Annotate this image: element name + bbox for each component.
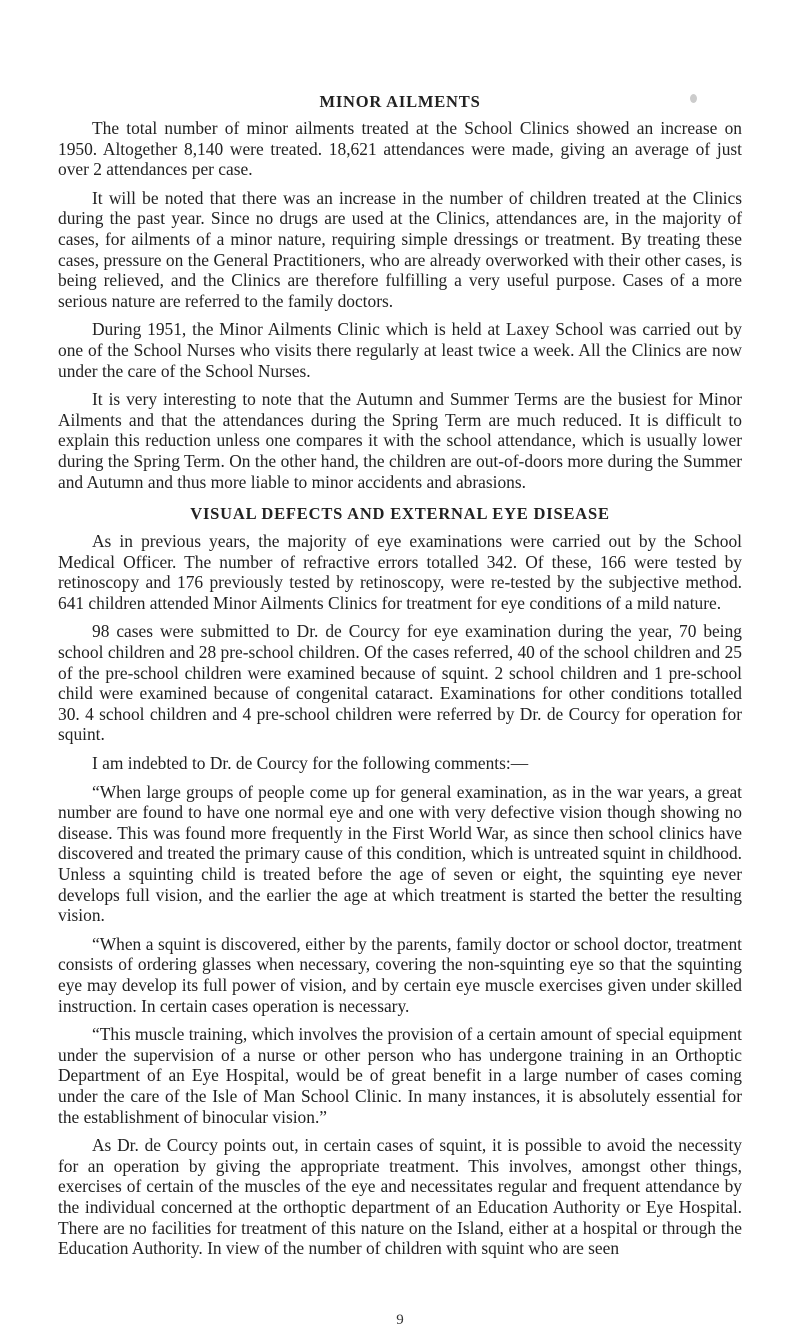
paragraph: “This muscle training, which involves the provision of a certain amount of special equipment under the supervision of a nurse or other person who has undergone training in an Orthoptic Department of an Eye Hospital, would be of great benefit in a large number of cases coming under the care of the Isle of Man School Clinic. In many instances, it is absolutely essential for the establishment of binocular vision.” — [58, 1024, 742, 1127]
paragraph: As Dr. de Courcy points out, in certain cases of squint, it is possible to avoid the necessity for an operation by giving the appropriate treatment. This involves, amongst other things, exercises of certain of the muscles of the eye and necessitates regular and frequent attendance by the individual concerned at the orthoptic department of an Education Authority or Eye Hospital. There are no facilities for treatment of this nature on the Island, either at a hospital or through the Education Authority. In view of the number of children with squint who are seen — [58, 1135, 742, 1259]
paragraph: “When large groups of people come up for general examination, as in the war years, a great number are found to have one normal eye and one with very defective vision though showing no disease. This was found more frequently in the First World War, as since then school clinics have discovered and treated the primary cause of this condition, which is untreated squint in childhood. Unless a squinting child is treated before the age of seven or eight, the squinting eye never develops full vision, and the earlier the age at which treatment is started the better the resulting vision. — [58, 781, 742, 926]
paragraph: The total number of minor ailments treated at the School Clinics showed an increase on 1950. Altogether 8,140 were treated. 18,621 attendances were made, giving an average of just over 2 attendances per case. — [58, 118, 742, 180]
section-heading-visual-defects: VISUAL DEFECTS AND EXTERNAL EYE DISEASE — [190, 504, 610, 524]
paragraph: I am indebted to Dr. de Courcy for the following comments:— — [92, 753, 529, 774]
paragraph: During 1951, the Minor Ailments Clinic which is held at Laxey School was carried out by one of the School Nurses who visits there regularly at least twice a week. All the Clinics are now under the care of the School Nurses. — [58, 319, 742, 381]
page-number: 9 — [396, 1312, 404, 1328]
paragraph: As in previous years, the majority of eye examinations were carried out by the School Medical Officer. The number of refractive errors totalled 342. Of these, 166 were tested by retinoscopy and 176 previously tested by retinoscopy, were re-tested by the subjective method. 641 children attended Minor Ailments Clinics for treatment for eye conditions of a mild nature. — [58, 531, 742, 613]
paragraph: It will be noted that there was an increase in the number of children treated at the Clinics during the past year. Since no drugs are used at the Clinics, attendances are, in the majority of cases, for ailments of a minor nature, requiring simple dressings or treatment. By treating these cases, pressure on the General Practitioners, who are already overworked with their other cases, is being relieved, and the Clinics are therefore fulfilling a very useful purpose. Cases of a more serious nature are referred to the family doctors. — [58, 187, 742, 311]
section-heading-minor-ailments: MINOR AILMENTS — [319, 92, 481, 111]
document-page — [58, 92, 742, 1267]
paragraph: It is very interesting to note that the Autumn and Summer Terms are the busiest for Minor Ailments and that the attendances during the Spring Term are much reduced. It is difficult to explain this reduction unless one compares it with the school attendance, which is usually lower during the Spring Term. On the other hand, the children are out-of-doors more during the Summer and Autumn and thus more liable to minor accidents and abrasions. — [58, 389, 742, 492]
paragraph: “When a squint is discovered, either by the parents, family doctor or school doctor, treatment consists of ordering glasses when necessary, covering the non-squinting eye so that the squinting eye may develop its full power of vision, and by certain eye muscle exercises given under skilled instruction. In certain cases operation is necessary. — [58, 933, 742, 1016]
paragraph: 98 cases were submitted to Dr. de Courcy for eye examination during the year, 70 being school children and 28 pre-school children. Of the cases referred, 40 of the school children and 25 of the pre-school children were examined because of squint. 2 school children and 1 pre-school child were examined because of congenital cataract. Examinations for other conditions totalled 30. 4 school children and 4 pre-school children were referred by Dr. de Courcy for operation for squint. — [58, 621, 742, 745]
